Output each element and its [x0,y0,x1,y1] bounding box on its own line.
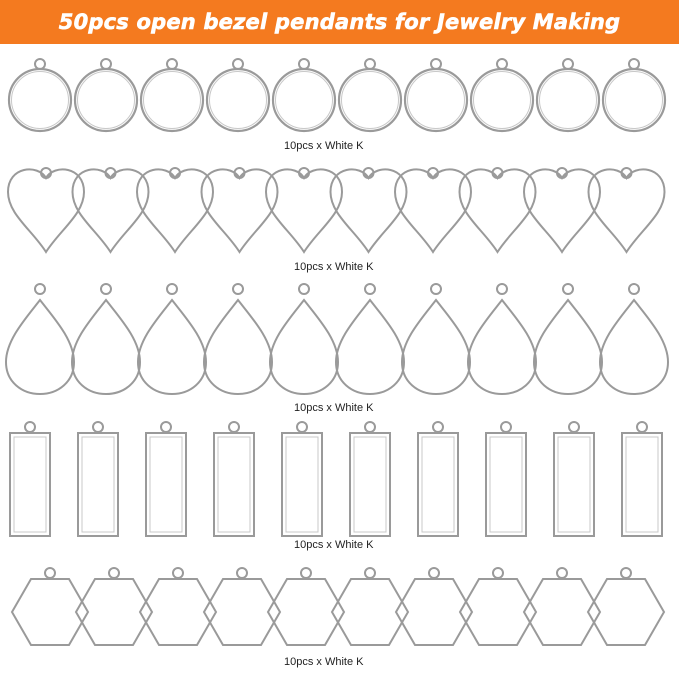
hexagon-pendant [12,568,88,645]
round-pendant [471,59,533,131]
hexagon-pendant [524,568,600,645]
heart-pendant [202,168,278,252]
round-pendant [207,59,269,131]
hexagon-pendant [588,568,664,645]
teardrop-pendant [534,284,602,394]
hexagon-pendants [0,556,679,656]
round-pendant [339,59,401,131]
heart-pendant [395,168,471,252]
rectangle-pendant [418,422,458,536]
rectangle-pendant [146,422,186,536]
round-pendant [537,59,599,131]
title-banner [0,0,679,44]
hexagon-pendant [204,568,280,645]
round-row-caption: 10pcs x White K [284,140,364,152]
teardrop-pendant-row [0,278,679,416]
round-pendant [75,59,137,131]
round-pendant [405,59,467,131]
round-pendant [603,59,665,131]
hexagon-pendant [76,568,152,645]
round-pendant-row [0,48,679,158]
teardrop-pendant [402,284,470,394]
heart-pendant [266,168,342,252]
rectangle-pendant [10,422,50,536]
round-pendant [141,59,203,131]
round-pendants [0,48,679,148]
teardrop-pendant [336,284,404,394]
teardrop-pendants [0,278,679,398]
rectangle-pendant [622,422,662,536]
round-pendant [9,59,71,131]
rectangle-pendant [350,422,390,536]
teardrop-pendant [270,284,338,394]
rectangle-pendant-row [0,416,679,556]
heart-pendant [137,168,213,252]
teardrop-pendant [204,284,272,394]
rectangle-pendant [78,422,118,536]
hexagon-pendant [268,568,344,645]
rectangle-pendant [554,422,594,536]
hexagon-pendant [460,568,536,645]
heart-pendant [460,168,536,252]
hexagon-pendant-row [0,556,679,676]
teardrop-pendant [72,284,140,394]
rectangle-pendant [282,422,322,536]
heart-row-caption: 10pcs x White K [294,261,374,273]
rectangle-pendants [0,416,679,541]
teardrop-pendant [6,284,74,394]
heart-pendant [8,168,84,252]
heart-pendant [331,168,407,252]
heart-pendant [524,168,600,252]
heart-pendant [73,168,149,252]
banner-title: 50pcs open bezel pendants for Jewelry Making [58,10,621,34]
hexagon-pendant [396,568,472,645]
teardrop-pendant [600,284,668,394]
teardrop-row-caption: 10pcs x White K [294,402,374,414]
heart-pendant-row [0,158,679,276]
rectangle-row-caption: 10pcs x White K [294,539,374,551]
hexagon-pendant [140,568,216,645]
teardrop-pendant [138,284,206,394]
round-pendant [273,59,335,131]
teardrop-pendant [468,284,536,394]
rectangle-pendant [486,422,526,536]
hexagon-row-caption: 10pcs x White K [284,656,364,668]
heart-pendant [589,168,665,252]
rectangle-pendant [214,422,254,536]
hexagon-pendant [332,568,408,645]
heart-pendants [0,158,679,258]
